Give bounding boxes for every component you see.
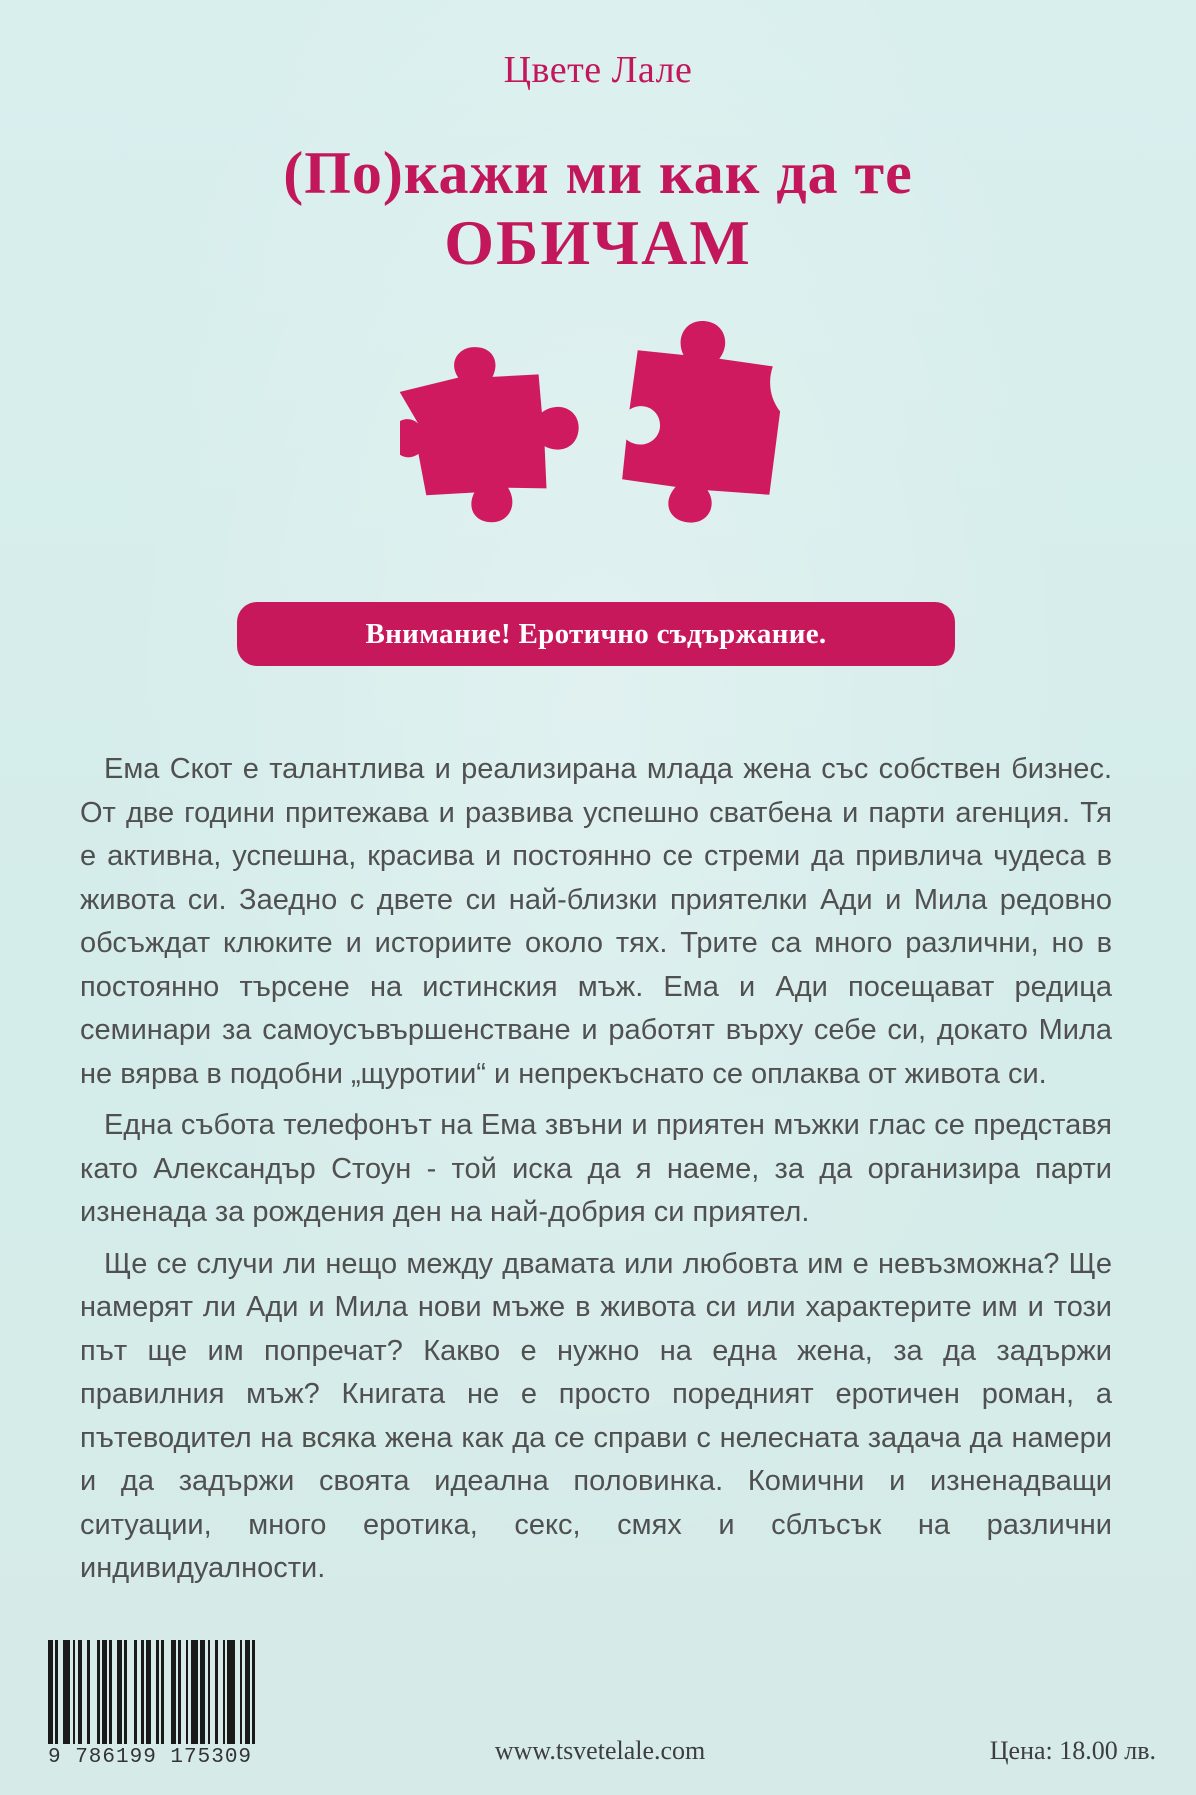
left-puzzle-piece-icon bbox=[400, 334, 590, 535]
isbn-barcode bbox=[48, 1640, 260, 1780]
barcode-bar bbox=[227, 1640, 234, 1744]
publisher-website: www.tsvetelale.com bbox=[494, 1736, 706, 1765]
barcode-bars bbox=[48, 1640, 260, 1744]
two-puzzle-pieces-icon bbox=[400, 320, 800, 580]
barcode-bar bbox=[191, 1640, 198, 1744]
book-description bbox=[80, 748, 1112, 1599]
barcode-bar bbox=[127, 1640, 134, 1744]
book-price: Цена: 18.00 лв. bbox=[989, 1736, 1156, 1765]
book-title-line-1: (По)кажи ми как да те bbox=[283, 140, 913, 206]
author-name: Цвете Лале bbox=[503, 49, 693, 91]
description-paragraph: Ема Скот е талантлива и реализирана млада жена със собствен бизнес. От две години притежава и развива успешно сватбена и парти агенция. Тя е активна, успешна, красива и постоянно се стреми да привлича чудеса в живота си. Заедно с двете си най-близки приятелки Ади и Мила редовно обсъждат клюките и историите около тях. Трите са много различни, но в постоянно търсене на истинския мъж. Ема и Ади посещават редица семинари за самоусъвършенстване и работят върху себе си, докато Мила не вярва в подобни „щуротии“ и непрекъснато се оплаква от живота си. bbox=[80, 753, 1112, 1090]
barcode-bar bbox=[164, 1640, 171, 1744]
book-title-line-2: ОБИЧАМ bbox=[444, 207, 752, 279]
barcode-bar bbox=[63, 1640, 70, 1744]
barcode-number: 9 786199 175309 bbox=[48, 1746, 253, 1769]
right-puzzle-piece-icon bbox=[618, 320, 788, 531]
description-paragraph: Една събота телефонът на Ема звъни и приятен мъжки глас се представя като Александър Стоун - той иска да я наеме, за да организира парти изненада за рождения ден на най-добрия си приятел. bbox=[80, 1109, 1112, 1228]
content-warning-badge: Внимание! Еротично съдържание. bbox=[237, 602, 955, 666]
description-paragraph: Ще се случи ли нещо между двамата или любовта им е невъзможна? Ще намерят ли Ади и Мила нови мъже в живота си или характерите им и този път ще им попречат? Какво е нужно на една жена, за да задържи правилния мъж? Книгата не е просто поредният еротичен роман, а пътеводител на всяка жена как да се справи с нелесната задача да намери и да задържи своята идеална половинка. Комични и изненадващи ситуации, много еротика, секс, смях и сблъсък на различни индивидуалности. bbox=[80, 1247, 1112, 1584]
barcode-bar bbox=[90, 1640, 97, 1744]
barcode-bar bbox=[255, 1640, 260, 1744]
book-title bbox=[0, 140, 1196, 279]
